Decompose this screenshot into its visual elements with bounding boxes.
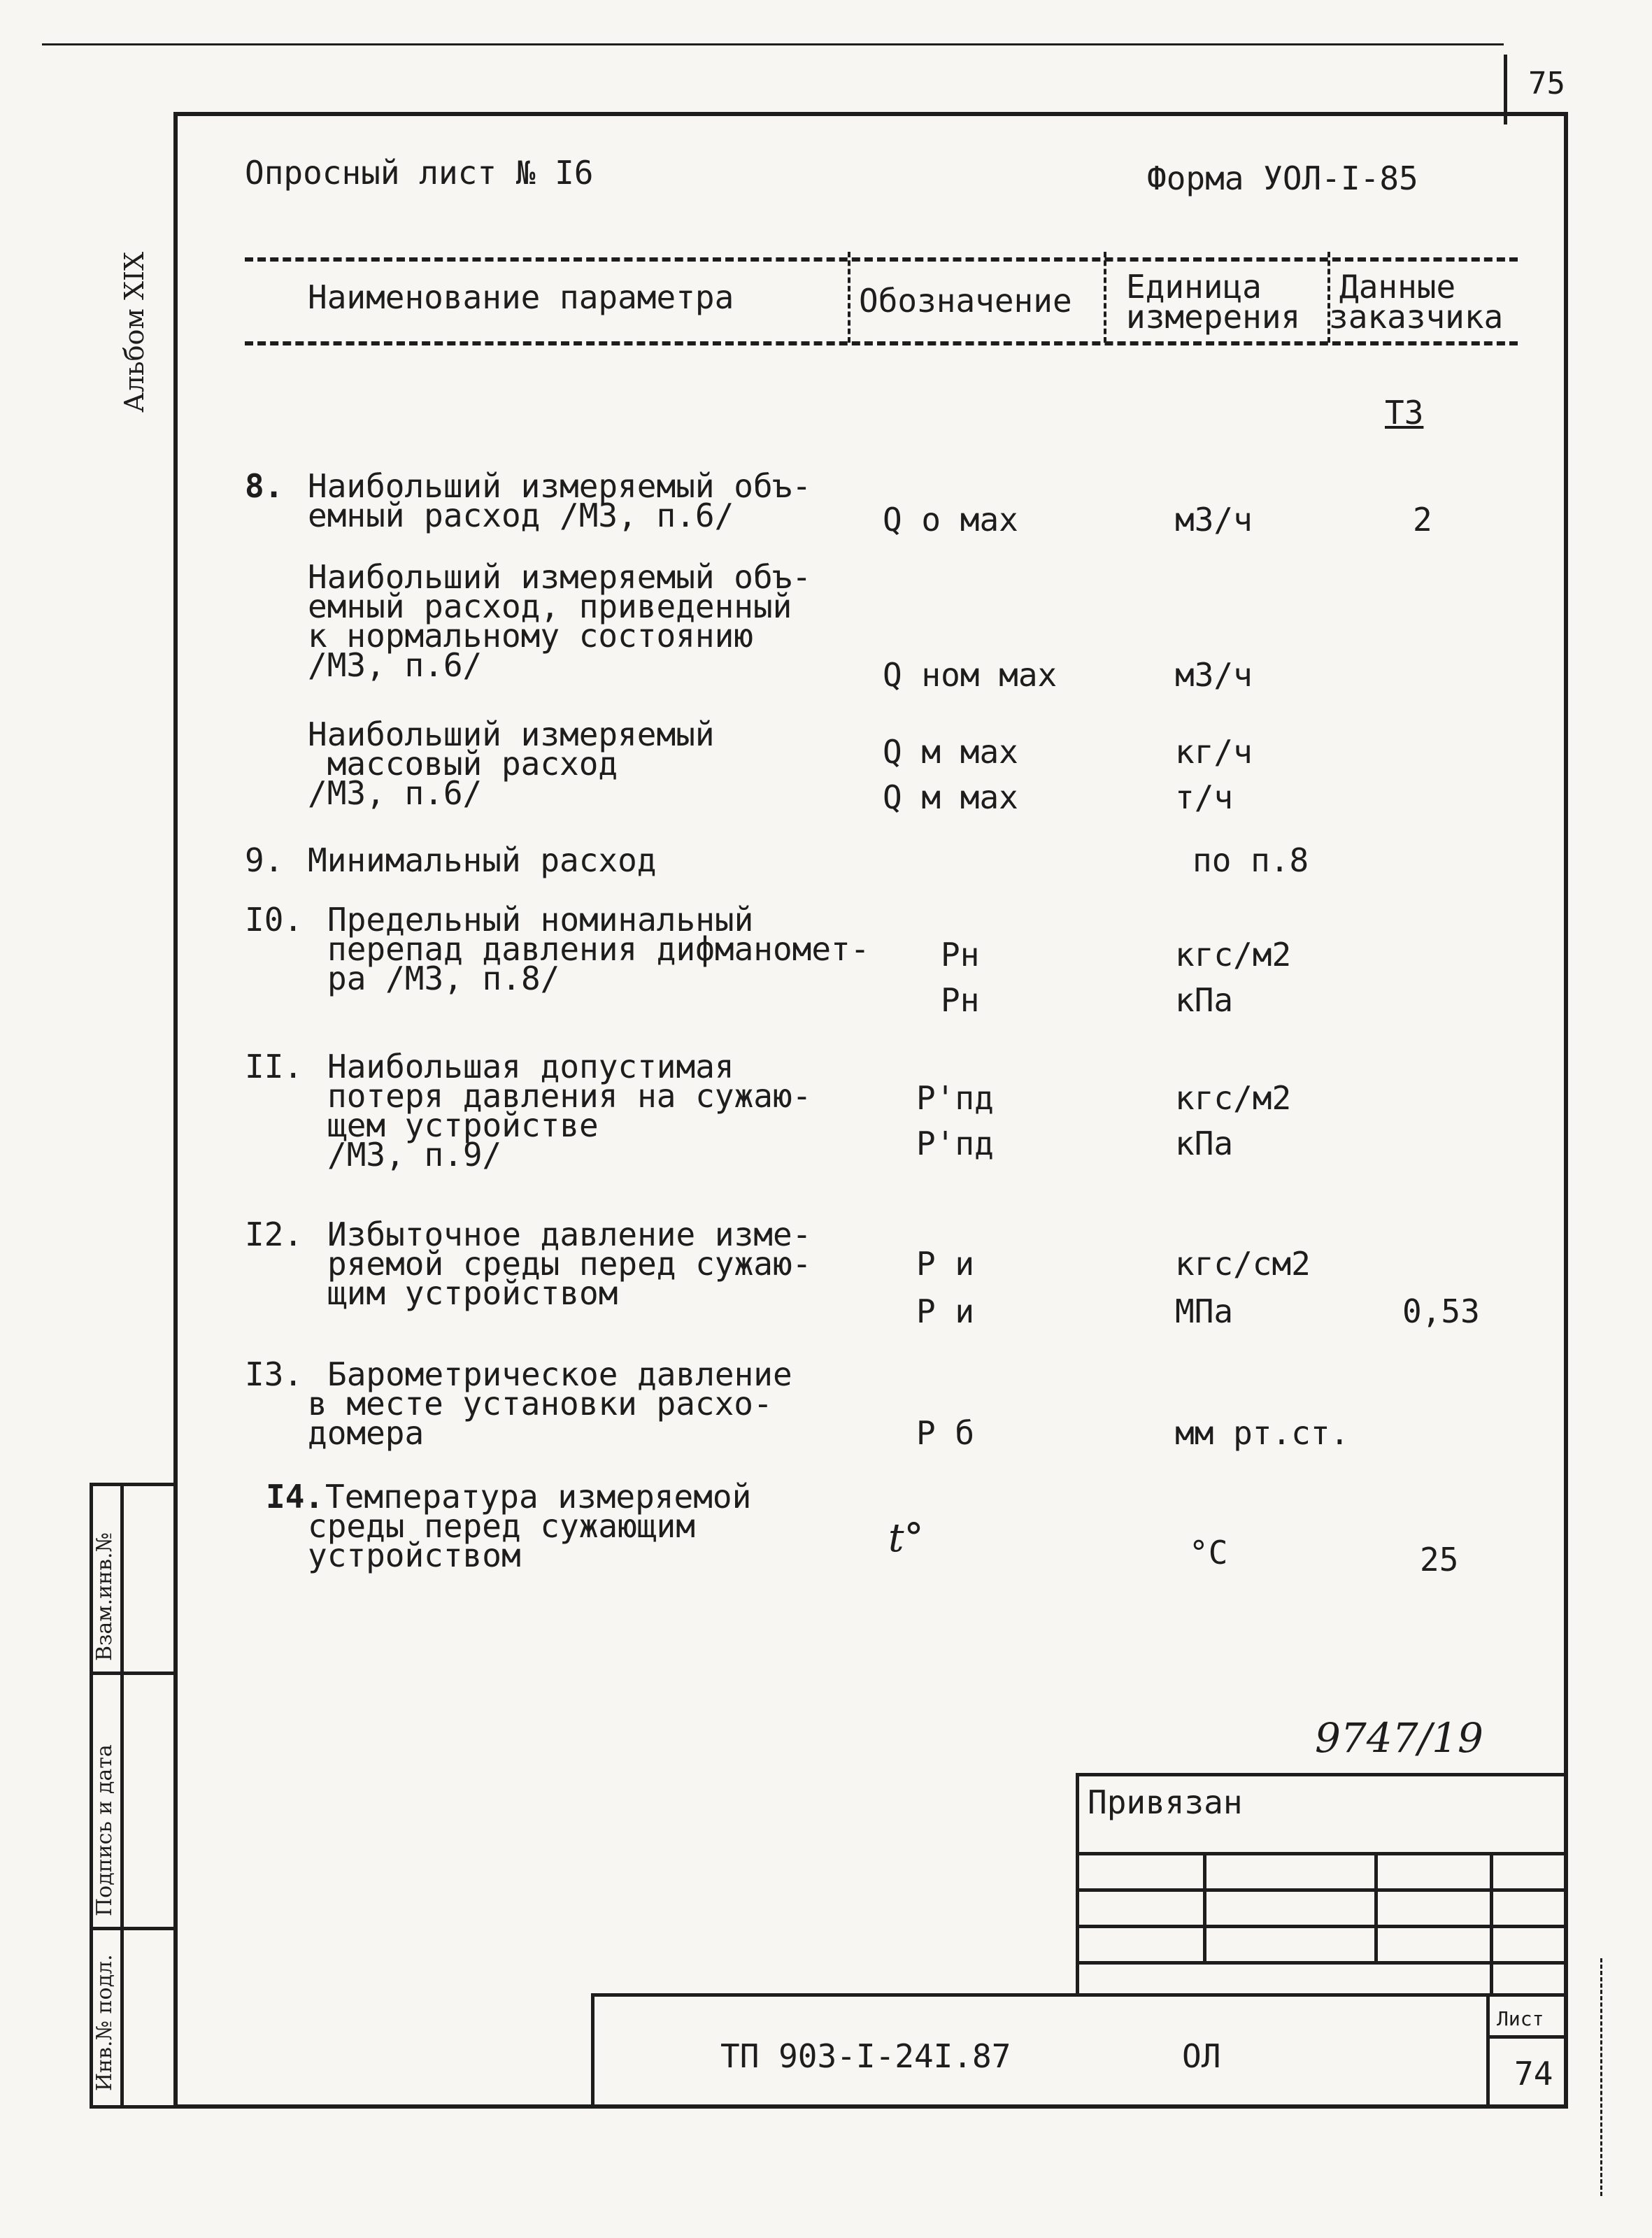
row-10-text-3: ра /МЗ, п.8/ (327, 960, 560, 997)
customer-tag: ТЗ (1385, 394, 1424, 432)
row-14-unit: °C (1189, 1534, 1228, 1571)
privyazan-row-2 (1076, 1888, 1568, 1892)
row-13-number: I3. (245, 1355, 304, 1393)
row-10-designation-2: Рн (941, 981, 980, 1019)
row-8-designation: Q о мах (883, 501, 1018, 539)
row-12-number: I2. (245, 1216, 304, 1253)
row-12-designation-2: Р и (916, 1292, 975, 1330)
header-divider-2 (1104, 252, 1106, 343)
row-14-text-2: среды перед сужающим (308, 1507, 695, 1545)
top-rule (42, 43, 1504, 45)
row-14-value: 25 (1420, 1541, 1459, 1578)
stamp-inner-divider (120, 1483, 124, 2109)
column-header-customer-line2: заказчика (1329, 298, 1504, 336)
row-10-unit-1: кгс/м2 (1175, 936, 1292, 974)
document-mark: ОЛ (1182, 2037, 1221, 2075)
header-divider-1 (848, 252, 850, 343)
row-8b-text-3: к нормальному состоянию (308, 617, 753, 655)
privyazan-col-2 (1374, 1852, 1378, 1961)
sheet-number-top: 75 (1528, 66, 1565, 101)
document-code: ТП 903-I-24I.87 (720, 2037, 1011, 2075)
row-8c-unit-2: т/ч (1175, 778, 1234, 816)
handwritten-number: 9747/19 (1315, 1714, 1483, 1762)
title-block-list-divider (1486, 1993, 1490, 2109)
form-code: Форма УОЛ-I-85 (1147, 159, 1418, 197)
row-12-text-3: щим устройством (327, 1274, 618, 1312)
row-12-text-1: Избыточное давление изме- (327, 1216, 812, 1253)
row-10-text-2: перепад давления дифманомет- (327, 930, 870, 968)
row-12-unit-1: кгс/см2 (1175, 1245, 1311, 1283)
column-header-unit-line2: измерения (1126, 298, 1301, 336)
row-8c-text-2: массовый расход (308, 745, 618, 783)
sheet-number-bottom: 74 (1514, 2055, 1553, 2093)
row-8b-text-1: Наибольший измеряемый объ- (308, 558, 812, 596)
row-11-designation-2: Р'пд (916, 1125, 994, 1162)
row-8c-text-1: Наибольший измеряемый (308, 715, 715, 753)
header-bottom-dashline (245, 341, 1518, 345)
stamp-divider-2 (90, 1927, 177, 1930)
privyazan-row-3 (1076, 1925, 1568, 1928)
row-10-unit-2: кПа (1175, 981, 1234, 1019)
row-8b-unit: м3/ч (1175, 656, 1253, 694)
row-13-designation: Р б (916, 1414, 975, 1452)
row-8c-text-3: /МЗ, п.6/ (308, 774, 483, 812)
row-12-designation-1: Р и (916, 1245, 975, 1283)
row-12-unit-2: МПа (1175, 1292, 1234, 1330)
column-header-unit-line1: Единица (1126, 268, 1262, 306)
row-9-number: 9. (245, 841, 284, 879)
row-8-text-2: емный расход /МЗ, п.6/ (308, 497, 734, 534)
form-sheet-title: Опросный лист № I6 (245, 154, 594, 192)
row-13-text-2: в месте установки расхо- (308, 1385, 773, 1423)
row-11-number: II. (245, 1048, 304, 1085)
row-8c-designation-1: Q м мах (883, 733, 1018, 771)
row-13-text-3: домера (308, 1414, 425, 1452)
row-8-number: 8. (245, 467, 284, 505)
row-10-designation-1: Рн (941, 936, 980, 974)
row-8-value: 2 (1413, 501, 1432, 539)
row-8c-unit-1: кг/ч (1175, 733, 1253, 771)
privyazan-row-1 (1076, 1852, 1568, 1855)
header-top-dashline (245, 257, 1518, 262)
row-8b-text-4: /МЗ, п.6/ (308, 646, 483, 684)
row-11-text-2: потеря давления на сужаю- (327, 1077, 812, 1115)
row-8b-designation: Q ном мах (883, 656, 1058, 694)
row-9-unit: по п.8 (1192, 841, 1309, 879)
privyazan-label: Привязан (1088, 1783, 1243, 1821)
album-label: Альбом XIX (119, 251, 150, 413)
row-11-unit-1: кгс/м2 (1175, 1079, 1292, 1117)
row-14-number: I4. (266, 1478, 325, 1516)
row-12-text-2: ряемой среды перед сужаю- (327, 1245, 812, 1283)
row-13-unit: мм рт.ст. (1175, 1414, 1350, 1452)
row-8b-text-2: емный расход, приведенный (308, 587, 792, 625)
privyazan-col-3 (1490, 1852, 1493, 1997)
row-12-value: 0,53 (1402, 1292, 1480, 1330)
row-11-unit-2: кПа (1175, 1125, 1234, 1162)
stamp-divider-1 (90, 1672, 177, 1675)
row-14-designation: t° (888, 1516, 924, 1561)
row-14-text-3: устройством (308, 1537, 521, 1574)
stamp-podpis: Подпись и дата (92, 1744, 117, 1916)
row-10-text-1: Предельный номинальный (327, 901, 754, 939)
column-header-customer-line1: Данные (1339, 268, 1456, 306)
row-13-text-1: Барометрическое давление (327, 1355, 792, 1393)
row-11-text-4: /МЗ, п.9/ (327, 1136, 502, 1174)
row-8c-designation-2: Q м мах (883, 778, 1018, 816)
list-label: Лист (1497, 2007, 1544, 2030)
privyazan-col-1 (1203, 1852, 1206, 1961)
right-edge-bleed (1600, 1958, 1602, 2196)
row-8-text-1: Наибольший измеряемый объ- (308, 467, 812, 505)
row-8-unit: м3/ч (1175, 501, 1253, 539)
row-14-text-1: Температура измеряемой (325, 1478, 752, 1516)
column-header-name: Наименование параметра (308, 278, 734, 316)
privyazan-row-4 (1076, 1961, 1568, 1965)
row-11-text-1: Наибольшая допустимая (327, 1048, 734, 1085)
column-header-designation: Обозначение (859, 282, 1072, 320)
row-10-number: I0. (245, 901, 304, 939)
stamp-inv: Инв.№ подл. (92, 1954, 117, 2091)
row-9-text-1: Минимальный расход (308, 841, 657, 879)
stamp-vzam: Взам.инв.№ (92, 1532, 117, 1661)
row-11-text-3: щем устройстве (327, 1106, 599, 1144)
row-11-designation-1: Р'пд (916, 1079, 994, 1117)
